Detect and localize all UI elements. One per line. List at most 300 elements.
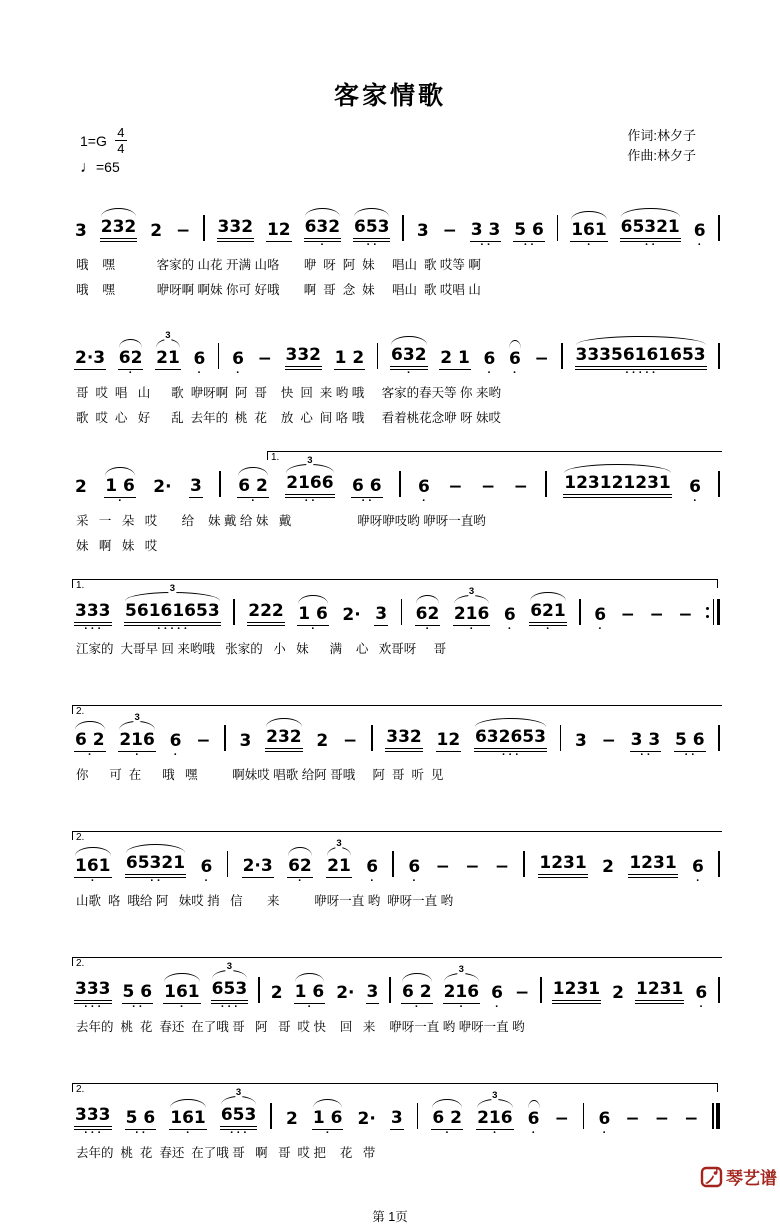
barline [718,851,720,877]
note-group [601,857,615,886]
system-2 [72,321,722,428]
slur-arc [295,973,325,982]
barline [718,977,720,1003]
note-group [538,853,587,886]
note-group [163,982,201,1012]
barline [718,471,720,497]
octave-dots: · [311,623,318,635]
note-group [476,1090,514,1139]
note-digits: 216 [119,730,155,750]
note-digits: 62 [415,604,440,624]
barline-thin [718,851,720,877]
triplet-mark: 3 [468,586,475,597]
octave-dots: · [696,875,703,887]
duration-dash [342,731,358,760]
note-group [385,727,423,760]
note-group [270,983,284,1012]
slur-arc [509,340,521,349]
note-group [691,857,705,886]
note-group [552,979,601,1012]
note-group [74,730,106,760]
octave-dots: · [492,1127,500,1139]
triplet-mark: 3 [336,838,342,849]
duration-dash [175,221,191,250]
note-digits: − [480,477,496,497]
note-digits: 6 [193,349,206,369]
score-systems [72,193,722,1163]
barline-thin [402,215,404,241]
note-group [365,857,379,886]
note-digits: 6 [503,605,516,625]
note-group [220,1087,258,1139]
note-group [192,349,206,378]
barline [270,1103,272,1129]
note-group [285,455,334,507]
system-8 [72,1081,722,1163]
octave-dots: ··· [84,1001,105,1013]
barline-thick [716,1103,720,1129]
note-group [297,604,329,634]
quarter-note-icon: ♩ [80,159,96,176]
note-digits: 3 [190,476,202,496]
note-digits: 2·3 [242,856,273,876]
octave-dots: · [180,1001,187,1013]
note-group [436,730,462,760]
note-digits: − [554,1109,569,1129]
triplet-mark: 3 [226,961,233,972]
note-digits: 161 [75,856,111,876]
repeat-dots [706,607,709,618]
barline [377,343,379,369]
duration-dash [624,1109,640,1138]
octave-dots: ··· [84,1127,105,1139]
barline [203,215,205,241]
note-digits: 6 [693,221,706,241]
note-digits: 6 [408,857,421,877]
slur-arc [432,1099,462,1108]
note-group [443,964,481,1013]
note-group [74,477,88,506]
note-group [294,982,326,1012]
duration-dash [195,731,211,760]
octave-dots: · [186,1127,193,1139]
note-digits: 123121231 [563,473,671,498]
note-digits: 12 [266,220,291,240]
octave-dots: ·· [361,495,375,507]
note-digits: 6 [417,477,430,497]
note-digits: 216 [477,1108,513,1128]
barline-thin [713,599,715,625]
note-digits: 2166 [285,473,334,498]
note-digits: 3 [390,1108,403,1128]
barline-thin [523,851,525,877]
barline-thin [270,1103,272,1129]
note-digits: 2· [153,477,172,497]
watermark-text: 琴艺谱 [726,1169,777,1188]
note-group [266,220,292,250]
lyricist-credit: 作词:林夕子 [627,128,696,143]
octave-dots: · [697,239,705,251]
note-digits: 6 [232,349,244,369]
duration-dash [513,477,529,506]
note-digits: 1 2 [334,348,365,368]
barline-thin [224,725,226,751]
lyrics-row-1: 你 可 在 哦 嘿 啊妹哎 唱歌 给阿 哥哦 阿 哥 听 见 [76,768,444,782]
triplet-mark: 3 [134,712,140,723]
note-group [211,961,249,1013]
note-digits: 2 [75,477,87,497]
octave-dots: ·· [304,495,319,507]
slur-arc [126,844,185,853]
note-digits: − [342,731,358,751]
note-group [390,1108,404,1138]
notes-row [72,961,722,1013]
note-digits: 333 [74,979,112,1004]
octave-dots: ·· [480,239,494,251]
barline [583,1103,585,1129]
note-group [513,220,545,250]
note-digits: − [442,221,457,241]
note-group [416,221,430,250]
note-digits: 5 6 [514,220,544,240]
duration-dash [442,221,458,250]
barline [218,343,220,369]
time-signature-bottom: 4 [117,141,125,156]
note-digits: 1 6 [294,982,325,1002]
note-digits: 5 6 [125,1108,156,1128]
slur-arc [101,208,137,217]
note-digits: 5 6 [674,730,705,750]
note-group [353,217,391,250]
octave-dots: · [507,623,515,635]
slur-arc [164,973,200,982]
barline-thin [718,215,720,241]
note-digits: 2 [285,1109,298,1129]
note-digits: 1 6 [312,1108,343,1128]
note-digits: 2 [270,983,283,1003]
octave-dots: · [487,367,495,379]
sheet-music-page [0,76,780,1224]
notes-row [72,455,722,507]
slur-arc [391,336,427,345]
lyrics-row-2: 歌 哎 心 好 乱 去年的 桃 花 放 心 间 咯 哦 看着桃花念咿 呀 妹哎 [76,411,502,425]
duration-dash [533,349,549,378]
octave-dots: ··· [230,1127,251,1139]
note-group [439,348,471,378]
duration-dash [257,349,273,378]
barline-thin [557,215,559,241]
triplet-mark: 3 [458,964,464,975]
slur-arc [530,592,566,601]
note-digits: 2 [150,221,163,241]
note-digits: 3 3 [630,730,661,750]
system-4 [72,577,722,659]
slur-arc [238,467,268,476]
note-digits: − [654,1109,669,1129]
note-group [74,856,112,886]
note-digits: 2· [336,983,355,1003]
barline-thin [712,1103,714,1129]
note-digits: 2·3 [75,348,106,368]
system-6 [72,829,722,911]
note-digits: 332 [285,345,323,370]
system-5 [72,703,722,785]
volta-label: 2. [76,832,85,843]
barline-thin [718,471,720,497]
note-digits: 653 [353,217,391,242]
note-group [635,979,684,1012]
note-group [366,982,380,1012]
slur-arc [354,208,390,217]
octave-dots: ··· [84,623,105,635]
barline [718,725,720,751]
octave-dots: · [320,239,328,251]
note-group [118,712,156,761]
octave-dots: ·· [640,749,654,761]
qinyipu-logo-icon [700,1165,724,1189]
note-digits: 232 [265,727,303,752]
octave-dots: · [204,875,212,887]
note-digits: 2 1 [440,348,470,368]
slur-arc [402,973,432,982]
octave-dots: · [197,367,205,379]
duration-dash [620,605,636,634]
note-group [575,345,707,378]
lyrics-row-1: 江家的 大哥早 回 来哟哦 张家的 小 妹 满 心 欢哥呀 哥 [76,642,447,656]
note-digits: − [494,857,510,877]
octave-dots: ·· [684,749,698,761]
barline [718,343,720,369]
time-signature-top: 4 [117,125,125,140]
duration-dash [654,1109,670,1138]
barline-thin [718,343,720,369]
barline-thin [258,977,260,1003]
note-group [285,1109,299,1138]
note-digits: 56161653 [124,601,221,626]
barline-thin [203,215,205,241]
note-group [453,586,491,635]
slur-arc [119,339,143,348]
note-group [341,605,361,634]
barline [233,599,235,625]
note-digits: 6 [483,349,496,369]
volta-bracket [72,1083,718,1095]
duration-dash [464,857,480,886]
note-group [374,604,388,634]
note-group [124,583,221,635]
octave-dots: · [422,495,429,507]
note-group [351,476,383,506]
note-group [503,605,517,634]
note-digits: 6 [695,983,708,1003]
note-group [74,601,112,634]
barline-thin [377,343,379,369]
note-group [149,221,163,250]
octave-dots: · [412,875,420,887]
note-digits: 3 [366,982,379,1002]
note-group [574,731,588,760]
barline [545,471,547,497]
barline-thin [389,977,391,1003]
watermark [700,1164,777,1189]
barline-thin [392,851,394,877]
tempo-value: =65 [96,159,120,175]
note-digits: − [678,605,693,625]
triplet-mark: 3 [165,330,171,341]
note-digits: − [435,857,450,877]
note-group [169,1108,207,1138]
note-digits: 62 [118,348,143,368]
duration-dash [447,477,463,506]
slur-arc [305,208,341,217]
note-digits: 161 [571,220,607,240]
lyrics-row-1: 哥 哎 唱 山 歌 咿呀啊 阿 哥 快 回 来 哟 哦 客家的春天等 你 来哟 [76,386,502,400]
note-group [125,853,186,886]
note-digits: 2 [316,731,329,751]
note-digits: 6 [169,731,182,751]
note-group [125,1108,157,1138]
note-group [563,473,671,506]
system-1 [72,193,722,300]
barline-thin [399,471,401,497]
note-group [104,476,136,506]
note-digits: 6 2 [75,730,105,750]
note-digits: 232 [100,217,138,242]
octave-dots: · [414,1001,422,1013]
note-digits: 1 6 [105,476,135,496]
octave-dots: ··· [220,1001,241,1013]
note-group [242,856,274,886]
barline [417,1103,419,1129]
note-group [508,349,522,378]
note-digits: 3 [75,221,87,241]
barline-thin [561,343,563,369]
barline [523,851,525,877]
credits-block [627,126,696,166]
notes-row [72,712,722,761]
barline [227,851,229,877]
note-group [199,857,213,886]
slur-arc [313,1099,343,1108]
note-digits: 2 [612,983,624,1003]
key-tempo-block [80,126,127,177]
note-group [357,1109,377,1138]
octave-dots: · [236,367,243,379]
note-group [74,1105,112,1138]
barline-thin [371,725,373,751]
final-barline [712,1103,720,1129]
note-group [693,221,707,250]
note-digits: 6 6 [352,476,382,496]
note-group [122,982,154,1012]
barline [371,725,373,751]
slur-arc [416,595,440,604]
note-digits: 333 [74,1105,112,1130]
lyrics-row-1: 山歌 咯 哦给 阿 妹哎 捎 信 来 咿呀一直 哟 咿呀一直 哟 [76,894,454,908]
barline [561,343,563,369]
lyrics-row-1: 去年的 桃 花 春还 在了哦 哥 啊 哥 哎 把 花 带 [76,1146,376,1160]
octave-dots: · [602,1127,610,1139]
barline-thin [227,851,229,877]
note-digits: 621 [529,601,567,626]
note-group [287,856,313,886]
note-digits: 21 [156,348,180,368]
octave-dots: ·· [523,239,538,251]
notes-row [72,1087,722,1139]
tempo-marking [80,159,127,177]
note-group [265,727,303,760]
octave-dots: · [459,1001,467,1013]
octave-dots: · [128,367,136,379]
barline-thin [718,725,720,751]
repeat-end-barline [706,599,720,625]
barline-thin [579,599,581,625]
note-digits: − [175,221,191,241]
octave-dots: · [307,1001,315,1013]
slur-arc [75,721,105,730]
slur-arc [571,211,607,220]
slur-arc [105,467,135,476]
note-group [628,853,677,886]
note-group [674,730,706,760]
note-group [155,330,181,378]
octave-dots: · [118,495,125,507]
barline-thin [401,599,403,625]
note-group [688,477,702,506]
volta-label: 1. [76,580,85,591]
triplet-mark: 3 [492,1090,498,1101]
volta-label: 2. [76,706,85,717]
barline [718,215,720,241]
note-digits: 6 [491,983,503,1003]
note-digits: 65321 [125,853,186,878]
note-digits: 222 [247,601,285,626]
note-digits: 6 [200,857,213,877]
note-digits: 332 [385,727,423,752]
barline-thin [540,977,542,1003]
note-group [611,983,625,1012]
note-digits: − [649,605,664,625]
meta-row [80,126,696,177]
barline-thin [417,1103,419,1129]
octave-dots: ····· [157,623,191,635]
time-signature [115,126,127,155]
note-digits: 216 [443,982,480,1002]
note-digits: 6 [594,605,607,625]
note-group [474,727,547,760]
octave-dots: · [598,623,606,635]
octave-dots: ··· [501,749,522,761]
barline-thin [583,1103,585,1129]
barline [557,215,559,241]
note-digits: 3 [574,731,587,751]
note-digits: 3 [375,604,388,624]
note-group [152,477,172,506]
triplet-mark: 3 [307,455,313,466]
note-digits: 332 [217,217,255,242]
system-3 [72,449,722,556]
barline [402,215,404,241]
note-digits: 6 2 [238,476,268,496]
notes-row [72,210,722,250]
note-group [118,348,144,378]
note-digits: − [601,731,616,751]
notes-row [72,583,722,635]
note-group [335,983,355,1012]
note-group [407,857,421,886]
note-group [100,217,138,250]
note-digits: − [514,983,530,1003]
